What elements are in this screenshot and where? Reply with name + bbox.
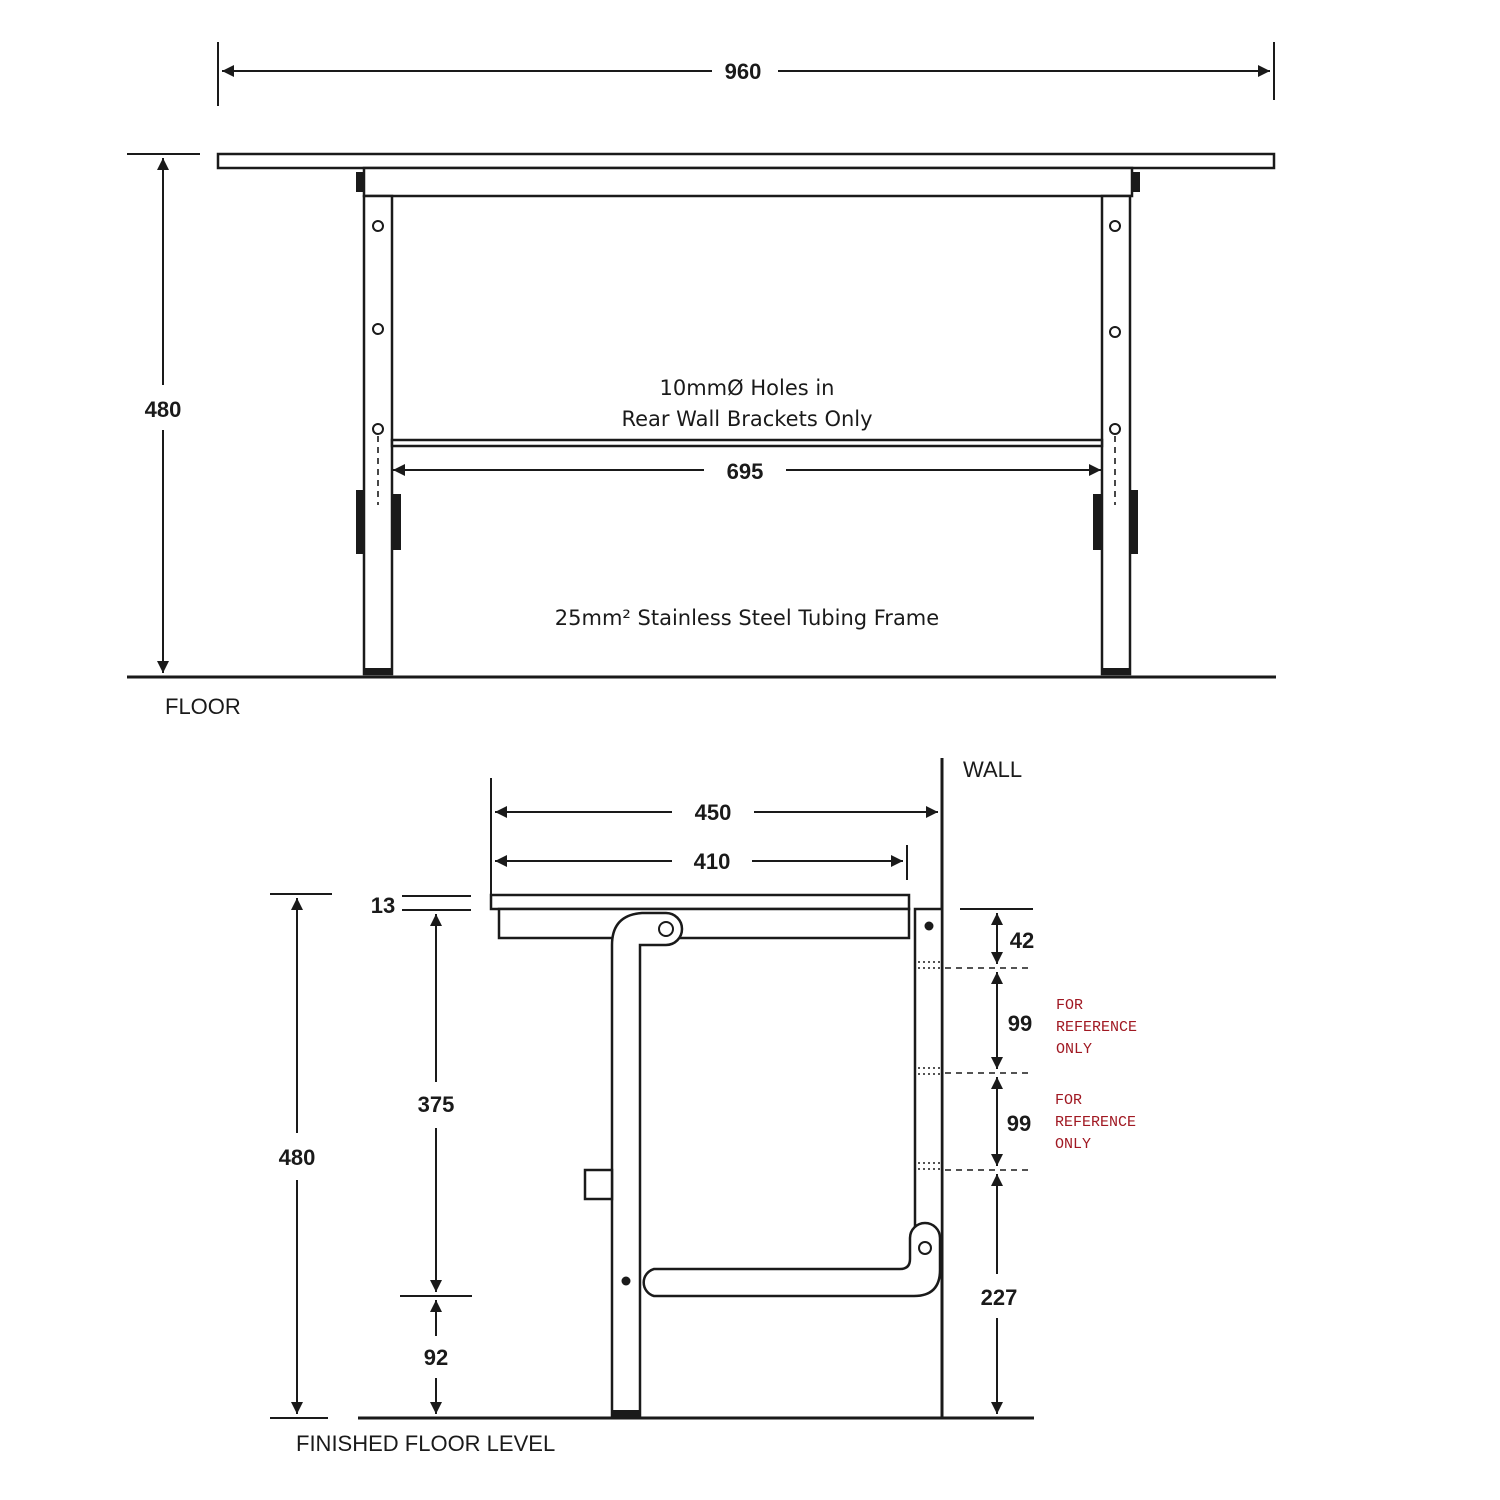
front-leg-side bbox=[612, 913, 682, 1416]
reference-note-1-line2: REFERENCE bbox=[1056, 1019, 1138, 1036]
dimension-227 bbox=[981, 1174, 1018, 1414]
reference-note-2-line1: FOR bbox=[1055, 1092, 1083, 1109]
hole-icon bbox=[373, 221, 383, 231]
dimension-42 bbox=[997, 913, 1034, 964]
wall-label: WALL bbox=[963, 757, 1023, 782]
lower-tube-side bbox=[644, 1223, 940, 1296]
left-wall-bracket-outer bbox=[356, 490, 364, 554]
dimension-99-upper bbox=[997, 972, 1032, 1069]
hole-icon bbox=[1110, 221, 1120, 231]
left-top-bracket bbox=[356, 172, 364, 192]
right-leg bbox=[1102, 196, 1130, 674]
cross-rail-front bbox=[392, 440, 1102, 446]
hole-note-line2: Rear Wall Brackets Only bbox=[621, 407, 873, 431]
side-view bbox=[270, 757, 1137, 1456]
dimension-695 bbox=[393, 459, 1101, 484]
dimension-label-42: 42 bbox=[1009, 928, 1035, 953]
floor-label: FLOOR bbox=[165, 694, 241, 719]
right-foot bbox=[1102, 668, 1130, 675]
dimension-label-99-lower: 99 bbox=[1006, 1111, 1032, 1136]
dimension-label-480-front: 480 bbox=[144, 397, 182, 422]
dimension-label-375: 375 bbox=[417, 1092, 455, 1117]
dimension-label-480-side: 480 bbox=[278, 1145, 316, 1170]
table-top-front bbox=[218, 154, 1274, 168]
front-foot-side bbox=[612, 1410, 640, 1417]
reference-note-2-line2: REFERENCE bbox=[1055, 1114, 1137, 1131]
dimension-960 bbox=[218, 42, 1274, 106]
seat-rail-side bbox=[499, 909, 909, 938]
left-foot bbox=[364, 668, 392, 675]
hole-icon bbox=[373, 424, 383, 434]
dimension-label-13: 13 bbox=[370, 893, 396, 918]
dimension-label-99-upper: 99 bbox=[1007, 1011, 1033, 1036]
left-wall-bracket-inner bbox=[392, 494, 401, 550]
dimension-480-front bbox=[127, 154, 200, 673]
fixing-dot-icon bbox=[622, 1277, 631, 1286]
dimension-label-410: 410 bbox=[693, 849, 731, 874]
dimension-label-227: 227 bbox=[980, 1285, 1018, 1310]
dimension-92 bbox=[424, 1300, 448, 1414]
right-top-bracket bbox=[1132, 172, 1140, 192]
right-wall-bracket-inner bbox=[1093, 494, 1102, 550]
reference-note-1-line1: FOR bbox=[1056, 997, 1084, 1014]
reference-note-2-line3: ONLY bbox=[1055, 1136, 1092, 1153]
right-wall-bracket-outer bbox=[1130, 490, 1138, 554]
fixing-dot-icon bbox=[925, 922, 934, 931]
dimension-label-92: 92 bbox=[423, 1345, 449, 1370]
pivot-icon bbox=[919, 1242, 931, 1254]
finished-floor-label: FINISHED FLOOR LEVEL bbox=[296, 1431, 556, 1456]
pivot-icon bbox=[659, 922, 673, 936]
reference-note-1-line3: ONLY bbox=[1056, 1041, 1093, 1058]
frame-note: 25mm² Stainless Steel Tubing Frame bbox=[554, 606, 940, 630]
dimension-label-960: 960 bbox=[724, 59, 762, 84]
dimension-label-695: 695 bbox=[726, 459, 764, 484]
hole-icon bbox=[1110, 327, 1120, 337]
dimension-label-450: 450 bbox=[694, 800, 732, 825]
top-rail-front bbox=[364, 168, 1132, 196]
hole-icon bbox=[373, 324, 383, 334]
seat-top-side bbox=[491, 895, 909, 909]
dimension-480-side bbox=[270, 894, 332, 1418]
dimension-450 bbox=[491, 778, 938, 898]
dimension-99-lower bbox=[997, 1077, 1031, 1166]
dimension-13 bbox=[371, 893, 471, 918]
hole-note-line1: 10mmØ Holes in bbox=[659, 376, 835, 400]
hole-icon bbox=[1110, 424, 1120, 434]
front-view bbox=[127, 42, 1276, 719]
dimension-410 bbox=[495, 845, 907, 880]
leg-tab bbox=[585, 1170, 612, 1199]
dimension-375 bbox=[418, 914, 455, 1292]
